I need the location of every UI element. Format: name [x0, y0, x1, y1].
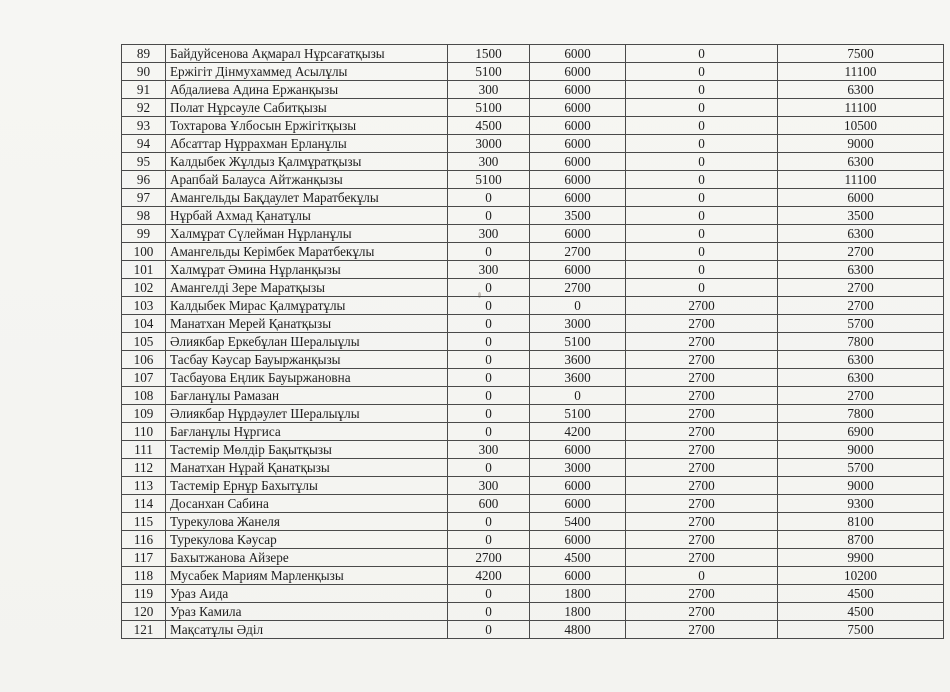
table-row [122, 621, 944, 639]
amount-cell: 300 [448, 81, 530, 99]
amount-cell: 6000 [530, 261, 626, 279]
row-number: 107 [122, 369, 166, 387]
student-name: Бахытжанова Айзере [166, 549, 448, 567]
student-name: Тохтарова Ұлбосын Ержігітқызы [166, 117, 448, 135]
row-number: 98 [122, 207, 166, 225]
amount-cell: 0 [448, 243, 530, 261]
row-number: 119 [122, 585, 166, 603]
row-number: 101 [122, 261, 166, 279]
student-name: Тастемір Мөлдір Бақытқызы [166, 441, 448, 459]
amount-cell: 2700 [626, 333, 778, 351]
student-name: Нұрбай Ахмад Қанатұлы [166, 207, 448, 225]
total-cell: 9000 [778, 477, 944, 495]
student-name: Абдалиева Адина Ержанқызы [166, 81, 448, 99]
row-number: 109 [122, 405, 166, 423]
amount-cell: 0 [626, 45, 778, 63]
amount-cell: 300 [448, 441, 530, 459]
table-row [122, 387, 944, 405]
amount-cell: 6000 [530, 81, 626, 99]
student-name: Турекулова Кәусар [166, 531, 448, 549]
student-name: Амангельды Керімбек Маратбекұлы [166, 243, 448, 261]
amount-cell: 2700 [626, 621, 778, 639]
amount-cell: 4200 [448, 567, 530, 585]
amount-cell: 3000 [530, 315, 626, 333]
amount-cell: 0 [448, 333, 530, 351]
student-name: Амангелді Зере Маратқызы [166, 279, 448, 297]
amount-cell: 6000 [530, 441, 626, 459]
row-number: 100 [122, 243, 166, 261]
amount-cell: 5400 [530, 513, 626, 531]
row-number: 120 [122, 603, 166, 621]
student-name: Турекулова Жанеля [166, 513, 448, 531]
total-cell: 4500 [778, 603, 944, 621]
row-number: 90 [122, 63, 166, 81]
row-number: 121 [122, 621, 166, 639]
amount-cell: 3000 [530, 459, 626, 477]
amount-cell: 300 [448, 153, 530, 171]
table-row [122, 207, 944, 225]
student-name: Абсаттар Нұррахман Ерланұлы [166, 135, 448, 153]
student-name: Бағланұлы Рамазан [166, 387, 448, 405]
amount-cell: 0 [626, 117, 778, 135]
amount-cell: 6000 [530, 117, 626, 135]
amount-cell: 0 [626, 81, 778, 99]
total-cell: 2700 [778, 279, 944, 297]
student-name: Тасбауова Еңлик Бауыржановна [166, 369, 448, 387]
student-name: Ураз Камила [166, 603, 448, 621]
amount-cell: 0 [448, 459, 530, 477]
total-cell: 2700 [778, 243, 944, 261]
amount-cell: 4800 [530, 621, 626, 639]
amount-cell: 3500 [530, 207, 626, 225]
amount-cell: 0 [626, 207, 778, 225]
table-row [122, 567, 944, 585]
amount-cell: 0 [448, 351, 530, 369]
amount-cell: 0 [448, 621, 530, 639]
total-cell: 8100 [778, 513, 944, 531]
amount-cell: 2700 [626, 477, 778, 495]
amount-cell: 0 [448, 513, 530, 531]
student-name: Халмұрат Сүлейман Нұрланұлы [166, 225, 448, 243]
amount-cell: 1500 [448, 45, 530, 63]
total-cell: 6000 [778, 189, 944, 207]
amount-cell: 6000 [530, 567, 626, 585]
total-cell: 6300 [778, 369, 944, 387]
amount-cell: 5100 [530, 333, 626, 351]
amount-cell: 3600 [530, 369, 626, 387]
student-name: Мусабек Мариям Марленқызы [166, 567, 448, 585]
row-number: 118 [122, 567, 166, 585]
amount-cell: 0 [626, 99, 778, 117]
amount-cell: 300 [448, 261, 530, 279]
amount-cell: 6000 [530, 63, 626, 81]
row-number: 92 [122, 99, 166, 117]
row-number: 93 [122, 117, 166, 135]
amount-cell: 0 [448, 387, 530, 405]
table-row [122, 513, 944, 531]
amount-cell: 6000 [530, 531, 626, 549]
amount-cell: 2700 [626, 351, 778, 369]
table-row [122, 441, 944, 459]
amount-cell: 6000 [530, 189, 626, 207]
student-name: Манатхан Мерей Қанатқызы [166, 315, 448, 333]
total-cell: 6300 [778, 225, 944, 243]
row-number: 117 [122, 549, 166, 567]
row-number: 103 [122, 297, 166, 315]
student-name: Әлиякбар Нұрдәулет Шералыұлы [166, 405, 448, 423]
student-name: Тасбау Кәусар Бауыржанқызы [166, 351, 448, 369]
table-row [122, 189, 944, 207]
table-row [122, 279, 944, 297]
amount-cell: 3600 [530, 351, 626, 369]
amount-cell: 6000 [530, 171, 626, 189]
amount-cell: 0 [530, 387, 626, 405]
student-name: Калдыбек Жұлдыз Қалмұратқызы [166, 153, 448, 171]
total-cell: 6300 [778, 153, 944, 171]
total-cell: 10200 [778, 567, 944, 585]
amount-cell: 2700 [626, 513, 778, 531]
total-cell: 5700 [778, 459, 944, 477]
student-name: Халмұрат Әмина Нұрланқызы [166, 261, 448, 279]
table-row [122, 315, 944, 333]
row-number: 114 [122, 495, 166, 513]
amount-cell: 4500 [530, 549, 626, 567]
row-number: 91 [122, 81, 166, 99]
row-number: 89 [122, 45, 166, 63]
amount-cell: 6000 [530, 99, 626, 117]
row-number: 97 [122, 189, 166, 207]
row-number: 99 [122, 225, 166, 243]
table-row [122, 63, 944, 81]
student-name: Полат Нұрсәуле Сабитқызы [166, 99, 448, 117]
amount-cell: 5100 [448, 63, 530, 81]
table-row [122, 495, 944, 513]
amount-cell: 2700 [626, 315, 778, 333]
student-name: Калдыбек Мирас Қалмұратұлы [166, 297, 448, 315]
amount-cell: 3000 [448, 135, 530, 153]
row-number: 111 [122, 441, 166, 459]
row-number: 94 [122, 135, 166, 153]
total-cell: 9300 [778, 495, 944, 513]
row-number: 102 [122, 279, 166, 297]
amount-cell: 5100 [448, 99, 530, 117]
amount-cell: 0 [448, 405, 530, 423]
table-row [122, 459, 944, 477]
amount-cell: 2700 [626, 441, 778, 459]
amount-cell: 2700 [626, 549, 778, 567]
student-name: Ержігіт Дінмухаммед Асылұлы [166, 63, 448, 81]
total-cell: 11100 [778, 63, 944, 81]
total-cell: 9000 [778, 135, 944, 153]
table-row [122, 297, 944, 315]
row-number: 104 [122, 315, 166, 333]
amount-cell: 0 [626, 63, 778, 81]
student-name: Байдуйсенова Ақмарал Нұрсағатқызы [166, 45, 448, 63]
amount-cell: 300 [448, 477, 530, 495]
amount-cell: 6000 [530, 135, 626, 153]
amount-cell: 2700 [626, 405, 778, 423]
table-row [122, 225, 944, 243]
total-cell: 8700 [778, 531, 944, 549]
student-name: Досанхан Сабина [166, 495, 448, 513]
table-row [122, 153, 944, 171]
amount-cell: 0 [626, 135, 778, 153]
amount-cell: 600 [448, 495, 530, 513]
total-cell: 6300 [778, 351, 944, 369]
student-name: Мақсатұлы Әділ [166, 621, 448, 639]
amount-cell: 2700 [448, 549, 530, 567]
amount-cell: 0 [626, 171, 778, 189]
amount-cell: 2700 [626, 603, 778, 621]
total-cell: 9000 [778, 441, 944, 459]
row-number: 115 [122, 513, 166, 531]
amount-cell: 2700 [626, 369, 778, 387]
table-row [122, 45, 944, 63]
amount-cell: 0 [448, 297, 530, 315]
table-row [122, 423, 944, 441]
amount-cell: 0 [448, 315, 530, 333]
total-cell: 10500 [778, 117, 944, 135]
row-number: 113 [122, 477, 166, 495]
table-row [122, 405, 944, 423]
amount-cell: 0 [448, 603, 530, 621]
amount-cell: 0 [626, 243, 778, 261]
student-name: Манатхан Нұрай Қанатқызы [166, 459, 448, 477]
amount-cell: 4200 [530, 423, 626, 441]
amount-cell: 4500 [448, 117, 530, 135]
student-name: Бағланұлы Нұргиса [166, 423, 448, 441]
amount-cell: 0 [448, 369, 530, 387]
student-name: Тастемір Ернұр Бахытұлы [166, 477, 448, 495]
amount-cell: 2700 [626, 585, 778, 603]
total-cell: 11100 [778, 171, 944, 189]
total-cell: 6900 [778, 423, 944, 441]
amount-cell: 300 [448, 225, 530, 243]
total-cell: 3500 [778, 207, 944, 225]
amount-cell: 1800 [530, 585, 626, 603]
amount-cell: 0 [626, 153, 778, 171]
amount-cell: 6000 [530, 45, 626, 63]
table-row [122, 171, 944, 189]
total-cell: 2700 [778, 297, 944, 315]
table-row [122, 261, 944, 279]
total-cell: 7500 [778, 621, 944, 639]
total-cell: 2700 [778, 387, 944, 405]
row-number: 110 [122, 423, 166, 441]
amount-cell: 2700 [626, 387, 778, 405]
table-row [122, 549, 944, 567]
amount-cell: 2700 [530, 243, 626, 261]
student-name: Арапбай Балауса Айтжанқызы [166, 171, 448, 189]
table-row [122, 369, 944, 387]
table-row [122, 333, 944, 351]
row-number: 106 [122, 351, 166, 369]
amount-cell: 2700 [626, 297, 778, 315]
table-row [122, 585, 944, 603]
table-row [122, 117, 944, 135]
row-number: 112 [122, 459, 166, 477]
amount-cell: 6000 [530, 225, 626, 243]
amount-cell: 5100 [530, 405, 626, 423]
table-row [122, 81, 944, 99]
amount-cell: 2700 [626, 459, 778, 477]
table-row [122, 351, 944, 369]
amount-cell: 6000 [530, 153, 626, 171]
amount-cell: 0 [626, 567, 778, 585]
amount-cell: 0 [448, 189, 530, 207]
amount-cell: 2700 [626, 495, 778, 513]
amount-cell: 2700 [530, 279, 626, 297]
amount-cell: 0 [626, 279, 778, 297]
row-number: 108 [122, 387, 166, 405]
total-cell: 7800 [778, 405, 944, 423]
total-cell: 5700 [778, 315, 944, 333]
student-name: Амангельды Бақдаулет Маратбекұлы [166, 189, 448, 207]
total-cell: 11100 [778, 99, 944, 117]
amount-cell: 5100 [448, 171, 530, 189]
amount-cell: 0 [530, 297, 626, 315]
total-cell: 4500 [778, 585, 944, 603]
table-row [122, 99, 944, 117]
table-row [122, 531, 944, 549]
table-row [122, 243, 944, 261]
amount-cell: 6000 [530, 477, 626, 495]
table-row [122, 477, 944, 495]
total-cell: 7500 [778, 45, 944, 63]
amount-cell: 0 [448, 423, 530, 441]
total-cell: 7800 [778, 333, 944, 351]
row-number: 96 [122, 171, 166, 189]
table-row [122, 135, 944, 153]
total-cell: 6300 [778, 81, 944, 99]
student-name: Әлиякбар Еркебұлан Шералыұлы [166, 333, 448, 351]
row-number: 116 [122, 531, 166, 549]
amount-cell: 1800 [530, 603, 626, 621]
amount-cell: 0 [448, 531, 530, 549]
total-cell: 9900 [778, 549, 944, 567]
amount-cell: 0 [448, 207, 530, 225]
amount-cell: 0 [626, 225, 778, 243]
total-cell: 6300 [778, 261, 944, 279]
payments-table [121, 44, 944, 639]
amount-cell: 2700 [626, 423, 778, 441]
row-number: 105 [122, 333, 166, 351]
amount-cell: 0 [626, 189, 778, 207]
student-name: Ураз Аида [166, 585, 448, 603]
amount-cell: 6000 [530, 495, 626, 513]
amount-cell: 0 [626, 261, 778, 279]
amount-cell: 0 [448, 585, 530, 603]
row-number: 95 [122, 153, 166, 171]
amount-cell: 0 [448, 279, 530, 297]
amount-cell: 2700 [626, 531, 778, 549]
payments-table-body [122, 45, 944, 639]
table-row [122, 603, 944, 621]
